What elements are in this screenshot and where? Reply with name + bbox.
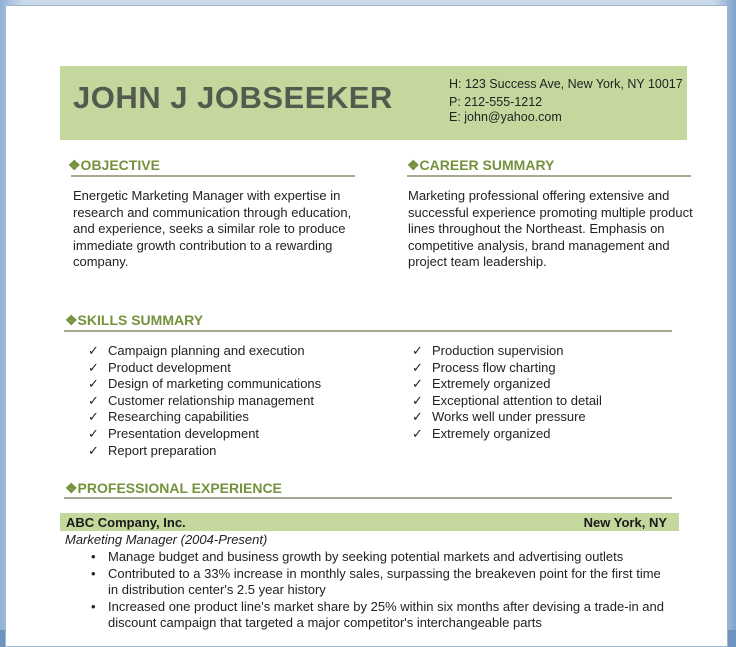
list-item — [88, 426, 321, 443]
skills-list-left — [88, 343, 321, 459]
experience-rule — [64, 497, 672, 499]
list-item — [88, 409, 321, 426]
check-icon: ✓ — [88, 359, 99, 375]
check-icon: ✓ — [88, 343, 99, 358]
list-item-text: Contributed to a 33% increase in monthly sales, surpassing the breakeven point for the first time in distribution center's 2.5 year history — [108, 565, 661, 598]
document-page — [5, 5, 728, 647]
check-icon: ✓ — [412, 409, 423, 425]
list-item-text: Production supervision — [432, 343, 564, 358]
list-item-text: Customer relationship management — [108, 392, 314, 408]
career-summary-rule — [407, 175, 691, 177]
list-item-text: Process flow charting — [432, 359, 556, 375]
list-item-text: Campaign planning and execution — [108, 343, 305, 358]
list-item — [91, 566, 671, 599]
list-item-text: Works well under pressure — [432, 409, 586, 425]
career-summary-text: Marketing professional offering extensive and successful experience promoting multiple product lines throughout the Northeast. Emphasis on competitive analysis, brand management and project team leadership. — [408, 188, 693, 270]
list-item-text: Report preparation — [108, 442, 217, 458]
objective-text: Energetic Marketing Manager with expertise in research and communication through education, and experience, seeks a similar role to produce immediate growth contribution to a rewarding company. — [73, 188, 352, 270]
objective-heading: ❖OBJECTIVE — [68, 157, 160, 173]
list-item — [88, 343, 321, 360]
objective-rule — [71, 175, 355, 177]
list-item — [412, 426, 602, 443]
list-item-text: Presentation development — [108, 425, 260, 441]
check-icon: ✓ — [412, 376, 423, 392]
check-icon: ✓ — [412, 359, 423, 375]
experience-bullets — [91, 549, 671, 632]
check-icon: ✓ — [88, 442, 99, 458]
list-item — [412, 343, 602, 360]
company-name: ABC Company, Inc. — [66, 515, 186, 530]
list-item — [91, 599, 671, 632]
contact-phone: P: 212-555-1212 — [449, 95, 543, 109]
experience-heading: ❖PROFESSIONAL EXPERIENCE — [65, 480, 282, 496]
contact-email: E: john@yahoo.com — [449, 110, 562, 124]
list-item — [412, 393, 602, 410]
list-item — [412, 360, 602, 377]
company-bar — [60, 513, 679, 531]
list-item-text: Researching capabilities — [108, 409, 249, 425]
list-item — [412, 409, 602, 426]
list-item — [412, 376, 602, 393]
list-item — [88, 360, 321, 377]
list-item-text: Design of marketing communications — [108, 376, 322, 392]
check-icon: ✓ — [412, 425, 423, 441]
list-item-text: Increased one product line's market share by 25% within six months after devising a trade-in and discount campaign that targeted a major competitor's interchangeable parts — [108, 598, 664, 631]
check-icon: ✓ — [88, 425, 99, 441]
check-icon: ✓ — [88, 409, 99, 425]
skills-rule — [64, 330, 672, 332]
contact-address: H: 123 Success Ave, New York, NY 10017 — [449, 77, 683, 91]
check-icon: ✓ — [88, 376, 99, 392]
career-summary-heading: ❖CAREER SUMMARY — [407, 157, 555, 173]
list-item — [91, 549, 671, 566]
list-item-text: Product development — [108, 359, 231, 375]
list-item — [88, 376, 321, 393]
company-location: New York, NY — [583, 515, 667, 530]
bullet-icon: • — [91, 598, 96, 614]
list-item — [88, 443, 321, 460]
list-item-text: Exceptional attention to detail — [432, 392, 602, 408]
resume-header — [60, 66, 687, 140]
check-icon: ✓ — [412, 343, 423, 358]
bullet-icon: • — [91, 549, 96, 564]
list-item — [88, 393, 321, 410]
applicant-name: JOHN J JOBSEEKER — [73, 80, 393, 115]
job-role: Marketing Manager (2004-Present) — [65, 532, 268, 547]
check-icon: ✓ — [412, 392, 423, 408]
skills-heading: ❖SKILLS SUMMARY — [65, 312, 204, 328]
check-icon: ✓ — [88, 392, 99, 408]
bullet-icon: • — [91, 565, 96, 581]
list-item-text: Extremely organized — [432, 425, 551, 441]
skills-list-right — [412, 343, 602, 443]
list-item-text: Extremely organized — [432, 376, 551, 392]
list-item-text: Manage budget and business growth by seeking potential markets and advertising outlets — [108, 549, 624, 564]
